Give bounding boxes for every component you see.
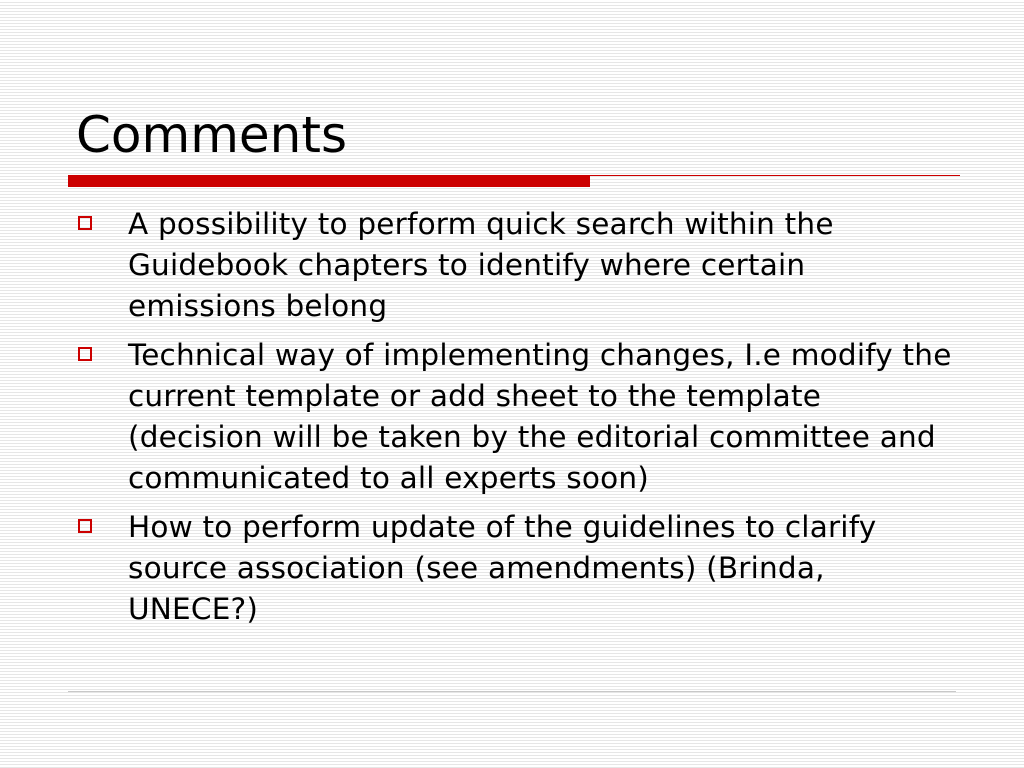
footer-divider: [68, 691, 956, 692]
bullet-text: How to perform update of the guidelines to clarify source association (see amendments) (Brinda, UNECE?): [128, 510, 877, 626]
bullet-text: A possibility to perform quick search within the Guidebook chapters to identify where certain emissions belong: [128, 207, 834, 323]
hollow-square-icon: [78, 216, 92, 230]
bullet-item: [76, 204, 956, 327]
bullet-list: [76, 204, 956, 638]
bullet-text: Technical way of implementing changes, I.e modify the current template or add sheet to the template (decision will be taken by the editorial committee and communicated to all experts soon): [128, 338, 952, 495]
title-underline-thin: [590, 175, 960, 176]
hollow-square-icon: [78, 519, 92, 533]
slide-title: Comments: [76, 106, 348, 164]
title-underline-thick: [68, 175, 590, 187]
hollow-square-icon: [78, 347, 92, 361]
bullet-item: [76, 507, 956, 630]
bullet-item: [76, 335, 956, 499]
